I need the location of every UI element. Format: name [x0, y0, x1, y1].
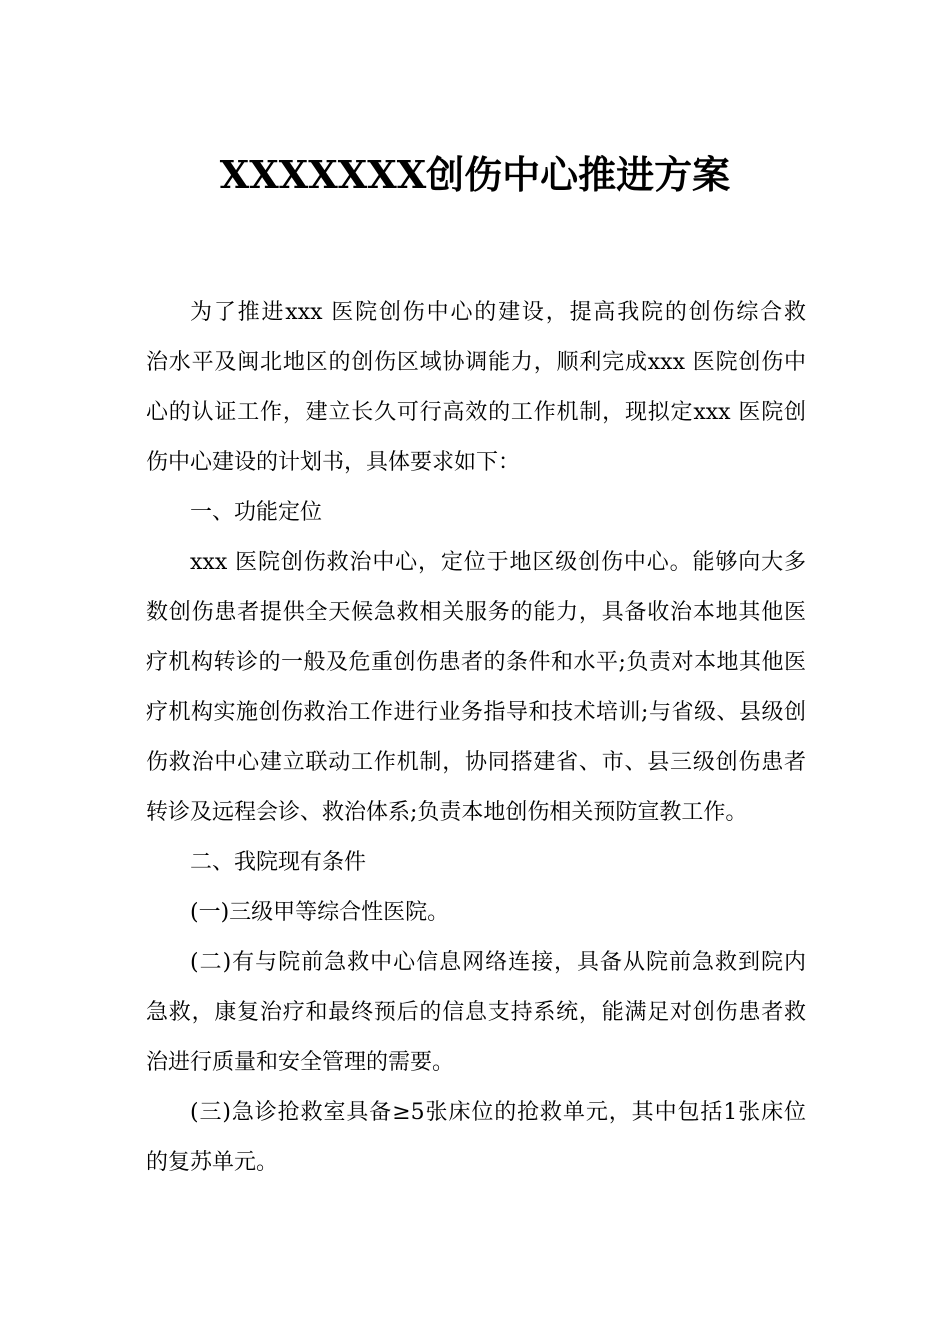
- paragraph-line: 为了推进xxx 医院创伤中心的建设，提高我院的创伤综合救: [190, 300, 806, 325]
- paragraph-line: 的复苏单元。: [146, 1150, 279, 1175]
- paragraph-line: 急救，康复治疗和最终预后的信息支持系统，能满足对创伤患者救: [146, 1000, 806, 1025]
- paragraph-line: 数创伤患者提供全天候急救相关服务的能力，具备收治本地其他医: [146, 600, 806, 625]
- paragraph-line: 疗机构实施创伤救治工作进行业务指导和技术培训;与省级、县级创: [146, 700, 806, 725]
- paragraph-line: 伤救治中心建立联动工作机制，协同搭建省、市、县三级创伤患者: [146, 750, 806, 775]
- paragraph-line: 心的认证工作，建立长久可行高效的工作机制，现拟定xxx 医院创: [146, 400, 806, 425]
- paragraph-line: xxx 医院创伤救治中心，定位于地区级创伤中心。能够向大多: [190, 550, 806, 575]
- paragraph-line: 疗机构转诊的一般及危重创伤患者的条件和水平;负责对本地其他医: [146, 650, 806, 675]
- paragraph-line: 伤中心建设的计划书，具体要求如下：: [146, 450, 521, 475]
- list-item: (一)三级甲等综合性医院。: [190, 900, 450, 925]
- list-item: (二)有与院前急救中心信息网络连接，具备从院前急救到院内: [190, 950, 806, 975]
- paragraph-line: 治进行质量和安全管理的需要。: [146, 1050, 455, 1075]
- section-heading: 一、功能定位: [190, 500, 323, 525]
- list-item: (三)急诊抢救室具备≥5张床位的抢救单元，其中包括1张床位: [190, 1100, 806, 1125]
- section-heading: 二、我院现有条件: [190, 850, 367, 875]
- paragraph-line: 转诊及远程会诊、救治体系;负责本地创伤相关预防宣教工作。: [146, 800, 748, 825]
- paragraph-line: 治水平及闽北地区的创伤区域协调能力，顺利完成xxx 医院创伤中: [146, 350, 806, 375]
- document-title: XXXXXXX创伤中心推进方案: [219, 152, 731, 197]
